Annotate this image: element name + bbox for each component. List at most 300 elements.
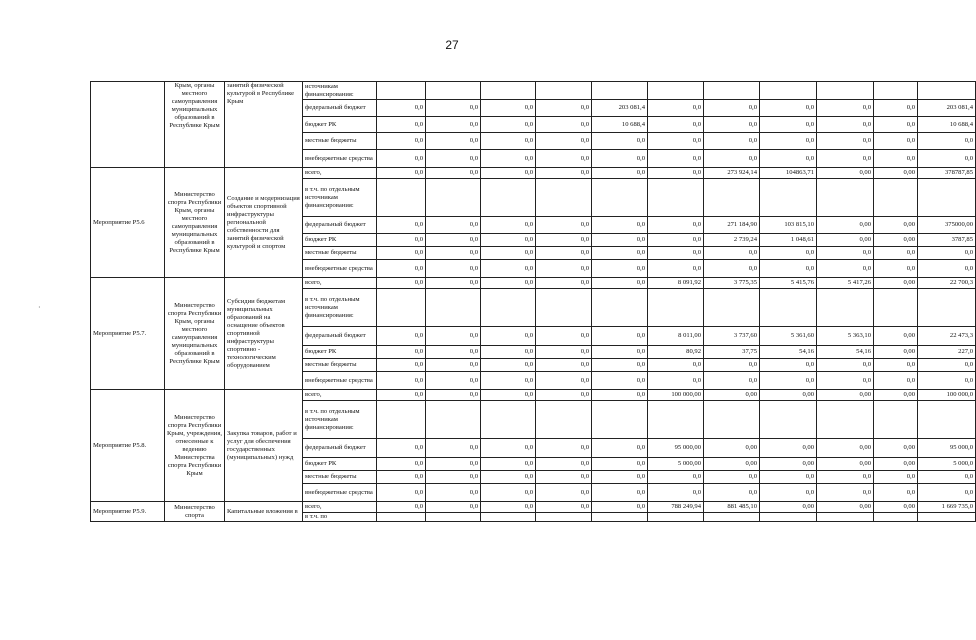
value-cell — [704, 401, 760, 439]
value-cell: 54,16 — [760, 346, 817, 359]
value-cell: 0,0 — [817, 133, 874, 150]
value-cell — [592, 513, 648, 522]
value-cell: 0,00 — [704, 439, 760, 458]
value-cell — [536, 82, 592, 100]
value-cell: 103 815,10 — [760, 217, 817, 234]
value-cell: 0,00 — [817, 217, 874, 234]
value-cell: 0,0 — [704, 247, 760, 260]
value-cell: 0,0 — [704, 260, 760, 278]
value-cell: 0,0 — [481, 247, 536, 260]
value-cell — [592, 401, 648, 439]
value-cell — [648, 513, 704, 522]
value-cell: 22 473,3 — [918, 327, 976, 346]
value-cell — [377, 179, 426, 217]
value-cell — [918, 513, 976, 522]
value-cell: 0,0 — [817, 150, 874, 168]
value-cell: 0,0 — [426, 372, 481, 390]
value-cell: 203 081,4 — [592, 100, 648, 117]
value-cell: 0,00 — [760, 390, 817, 401]
value-cell: 0,0 — [377, 471, 426, 484]
value-cell — [874, 289, 918, 327]
value-cell: 0,0 — [377, 327, 426, 346]
value-cell: 0,0 — [592, 359, 648, 372]
table-row — [91, 502, 976, 513]
value-cell — [648, 401, 704, 439]
value-cell: 0,0 — [426, 390, 481, 401]
source-cell: бюджет РК — [303, 346, 377, 359]
value-cell — [760, 289, 817, 327]
value-cell: 0,0 — [648, 247, 704, 260]
value-cell: 0,0 — [536, 390, 592, 401]
source-cell: всего, — [303, 502, 377, 513]
value-cell: 0,0 — [592, 217, 648, 234]
value-cell: 0,0 — [874, 150, 918, 168]
value-cell: 0,0 — [760, 471, 817, 484]
value-cell: 0,0 — [874, 260, 918, 278]
value-cell: 95 000,00 — [648, 439, 704, 458]
value-cell: 54,16 — [817, 346, 874, 359]
value-cell: 0,0 — [592, 471, 648, 484]
value-cell: 0,0 — [536, 217, 592, 234]
value-cell: 0,0 — [481, 439, 536, 458]
value-cell: 0,0 — [426, 439, 481, 458]
value-cell: 0,0 — [592, 260, 648, 278]
value-cell: 0,0 — [426, 260, 481, 278]
value-cell: 0,0 — [874, 372, 918, 390]
value-cell: 0,0 — [481, 471, 536, 484]
value-cell: 0,0 — [918, 372, 976, 390]
value-cell: 0,0 — [760, 372, 817, 390]
value-cell: 0,0 — [536, 150, 592, 168]
value-cell — [817, 82, 874, 100]
value-cell: 0,00 — [817, 168, 874, 179]
value-cell: 0,0 — [536, 260, 592, 278]
value-cell: 0,0 — [536, 234, 592, 247]
value-cell — [817, 179, 874, 217]
value-cell: 0,0 — [817, 359, 874, 372]
value-cell — [536, 179, 592, 217]
value-cell: 0,0 — [918, 247, 976, 260]
value-cell: 0,0 — [426, 471, 481, 484]
value-cell: 0,0 — [481, 260, 536, 278]
value-cell — [648, 82, 704, 100]
value-cell: 0,00 — [817, 458, 874, 471]
value-cell — [377, 289, 426, 327]
value-cell: 0,0 — [874, 471, 918, 484]
value-cell: 0,0 — [817, 247, 874, 260]
source-cell: в т.ч. по — [303, 513, 377, 522]
value-cell: 0,0 — [481, 168, 536, 179]
value-cell — [874, 401, 918, 439]
budget-table — [90, 81, 976, 522]
value-cell: 0,0 — [918, 150, 976, 168]
value-cell: 0,0 — [481, 100, 536, 117]
value-cell — [648, 289, 704, 327]
value-cell — [377, 401, 426, 439]
value-cell — [918, 289, 976, 327]
value-cell — [817, 289, 874, 327]
value-cell: 0,0 — [704, 372, 760, 390]
value-cell: 0,0 — [536, 168, 592, 179]
source-cell: местные бюджеты — [303, 133, 377, 150]
value-cell: 0,0 — [536, 372, 592, 390]
value-cell: 0,0 — [648, 234, 704, 247]
value-cell: 0,0 — [536, 458, 592, 471]
value-cell: 0,0 — [918, 471, 976, 484]
value-cell: 0,0 — [874, 117, 918, 133]
measure-cell: Мероприятие Р5.6 — [91, 168, 165, 278]
value-cell: 0,0 — [377, 484, 426, 502]
value-cell: 271 184,90 — [704, 217, 760, 234]
page-number: 27 — [445, 38, 459, 52]
value-cell: 0,0 — [536, 278, 592, 289]
value-cell: 5 363,10 — [817, 327, 874, 346]
value-cell: 0,00 — [874, 327, 918, 346]
value-cell: 0,0 — [536, 100, 592, 117]
value-cell: 227,0 — [918, 346, 976, 359]
value-cell — [918, 401, 976, 439]
executor-cell: Министерство спорта Республики Крым, учреждения, отнесенные к ведению Министерства спорта Республики Крым — [165, 390, 225, 502]
value-cell: 0,0 — [426, 346, 481, 359]
value-cell: 0,0 — [536, 359, 592, 372]
value-cell: 0,0 — [648, 150, 704, 168]
value-cell: 0,0 — [481, 217, 536, 234]
value-cell — [918, 82, 976, 100]
value-cell: 0,0 — [426, 168, 481, 179]
value-cell: 8 091,92 — [648, 278, 704, 289]
value-cell: 0,0 — [592, 439, 648, 458]
value-cell: 0,0 — [817, 372, 874, 390]
value-cell — [704, 289, 760, 327]
value-cell: 0,0 — [648, 260, 704, 278]
value-cell: 0,00 — [874, 217, 918, 234]
value-cell: 0,0 — [874, 247, 918, 260]
value-cell: 0,00 — [760, 439, 817, 458]
value-cell: 0,0 — [481, 327, 536, 346]
table-row — [91, 82, 976, 100]
value-cell: 0,0 — [481, 117, 536, 133]
value-cell — [760, 401, 817, 439]
value-cell: 0,0 — [704, 150, 760, 168]
table-body — [91, 82, 976, 522]
value-cell — [377, 82, 426, 100]
source-cell: источникам финансирования: — [303, 82, 377, 100]
description-cell: занятий физической культурой в Республике Крым — [225, 82, 303, 168]
value-cell: 0,0 — [426, 133, 481, 150]
value-cell: 0,0 — [648, 117, 704, 133]
value-cell — [760, 82, 817, 100]
value-cell: 0,0 — [426, 458, 481, 471]
value-cell: 0,0 — [592, 168, 648, 179]
value-cell: 0,0 — [874, 100, 918, 117]
value-cell: 0,0 — [426, 150, 481, 168]
value-cell: 0,00 — [874, 390, 918, 401]
value-cell — [648, 179, 704, 217]
value-cell: 0,0 — [481, 372, 536, 390]
value-cell: 0,0 — [918, 133, 976, 150]
value-cell: 0,0 — [918, 260, 976, 278]
value-cell: 0,0 — [481, 502, 536, 513]
source-cell: бюджет РК — [303, 458, 377, 471]
value-cell — [918, 179, 976, 217]
value-cell: 0,0 — [481, 484, 536, 502]
executor-cell: Крым, органы местного самоуправления муниципальных образований в Республике Крым — [165, 82, 225, 168]
value-cell: 0,0 — [377, 372, 426, 390]
value-cell: 5 417,26 — [817, 278, 874, 289]
value-cell: 0,0 — [377, 502, 426, 513]
value-cell: 104863,71 — [760, 168, 817, 179]
value-cell: 10 688,4 — [918, 117, 976, 133]
source-cell: внебюджетные средства — [303, 150, 377, 168]
value-cell: 0,0 — [592, 458, 648, 471]
value-cell: 3 775,35 — [704, 278, 760, 289]
value-cell: 0,0 — [817, 117, 874, 133]
source-cell: федеральный бюджет — [303, 217, 377, 234]
value-cell: 0,0 — [648, 372, 704, 390]
value-cell: 0,00 — [760, 502, 817, 513]
value-cell: 0,00 — [817, 390, 874, 401]
value-cell: 37,75 — [704, 346, 760, 359]
value-cell: 203 081,4 — [918, 100, 976, 117]
value-cell: 0,0 — [760, 133, 817, 150]
value-cell: 0,00 — [874, 278, 918, 289]
value-cell — [426, 179, 481, 217]
value-cell: 0,0 — [704, 117, 760, 133]
value-cell: 375000,00 — [918, 217, 976, 234]
table-row — [91, 390, 976, 401]
value-cell: 0,0 — [704, 359, 760, 372]
source-cell: внебюджетные средства — [303, 484, 377, 502]
value-cell: 0,0 — [481, 150, 536, 168]
executor-cell: Министерство спорта — [165, 502, 225, 522]
value-cell: 100 000,00 — [648, 390, 704, 401]
value-cell: 5 415,76 — [760, 278, 817, 289]
value-cell — [426, 82, 481, 100]
value-cell — [481, 179, 536, 217]
value-cell: 0,0 — [426, 359, 481, 372]
measure-cell: Мероприятие Р5.7. — [91, 278, 165, 390]
value-cell — [536, 289, 592, 327]
value-cell: 0,0 — [918, 359, 976, 372]
value-cell: 0,0 — [874, 133, 918, 150]
value-cell: 0,0 — [592, 247, 648, 260]
value-cell: 95 000,0 — [918, 439, 976, 458]
value-cell: 0,0 — [426, 484, 481, 502]
value-cell: 0,0 — [426, 327, 481, 346]
executor-cell: Министерство спорта Республики Крым, органы местного самоуправления муниципальных образований в Республике Крым — [165, 168, 225, 278]
source-cell: бюджет РК — [303, 234, 377, 247]
value-cell: 0,0 — [536, 484, 592, 502]
value-cell: 3787,85 — [918, 234, 976, 247]
value-cell — [874, 82, 918, 100]
value-cell: 0,0 — [592, 502, 648, 513]
value-cell: 0,0 — [704, 100, 760, 117]
value-cell: 0,00 — [817, 502, 874, 513]
value-cell: 0,0 — [481, 133, 536, 150]
value-cell: 3 737,60 — [704, 327, 760, 346]
value-cell: 0,0 — [874, 359, 918, 372]
value-cell: 0,0 — [426, 117, 481, 133]
value-cell: 0,00 — [874, 168, 918, 179]
value-cell: 0,0 — [648, 484, 704, 502]
value-cell: 0,0 — [536, 471, 592, 484]
value-cell: 0,0 — [426, 217, 481, 234]
source-cell: внебюджетные средства — [303, 260, 377, 278]
value-cell: 0,0 — [377, 439, 426, 458]
value-cell: 0,0 — [481, 359, 536, 372]
source-cell: местные бюджеты — [303, 359, 377, 372]
value-cell: 2 739,24 — [704, 234, 760, 247]
value-cell: 788 249,94 — [648, 502, 704, 513]
value-cell: 0,00 — [874, 458, 918, 471]
value-cell: 0,0 — [377, 217, 426, 234]
value-cell: 0,00 — [874, 439, 918, 458]
value-cell: 0,0 — [704, 133, 760, 150]
value-cell: 0,0 — [481, 346, 536, 359]
value-cell: 0,0 — [377, 133, 426, 150]
value-cell: 0,0 — [592, 150, 648, 168]
value-cell: 100 000,0 — [918, 390, 976, 401]
value-cell — [592, 289, 648, 327]
value-cell: 22 700,3 — [918, 278, 976, 289]
value-cell: 80,92 — [648, 346, 704, 359]
measure-cell: Мероприятие Р5.9. — [91, 502, 165, 522]
value-cell: 0,0 — [426, 100, 481, 117]
value-cell: 0,0 — [592, 278, 648, 289]
source-cell: в т.ч. по отдельным источникам финансирования: — [303, 289, 377, 327]
value-cell — [536, 513, 592, 522]
value-cell: 0,00 — [874, 234, 918, 247]
value-cell — [377, 513, 426, 522]
value-cell: 0,0 — [592, 484, 648, 502]
value-cell — [760, 179, 817, 217]
value-cell: 0,0 — [704, 471, 760, 484]
value-cell: 0,0 — [426, 234, 481, 247]
value-cell: 0,0 — [817, 471, 874, 484]
value-cell: 0,0 — [648, 471, 704, 484]
source-cell: всего, — [303, 278, 377, 289]
source-cell: в т.ч. по отдельным источникам финансирования: — [303, 401, 377, 439]
source-cell: всего, — [303, 168, 377, 179]
value-cell: 0,00 — [817, 234, 874, 247]
value-cell: 0,0 — [426, 502, 481, 513]
value-cell: 0,00 — [817, 439, 874, 458]
measure-cell: Мероприятие Р5.8. — [91, 390, 165, 502]
value-cell: 0,0 — [536, 502, 592, 513]
value-cell: 0,0 — [377, 458, 426, 471]
value-cell: 0,0 — [874, 484, 918, 502]
value-cell — [481, 82, 536, 100]
value-cell — [481, 401, 536, 439]
value-cell: 0,00 — [704, 458, 760, 471]
value-cell: 1 669 735,0 — [918, 502, 976, 513]
value-cell: 0,0 — [377, 168, 426, 179]
value-cell — [704, 179, 760, 217]
value-cell: 0,0 — [536, 327, 592, 346]
value-cell: 0,0 — [426, 278, 481, 289]
value-cell: 0,0 — [760, 260, 817, 278]
description-cell: Создание и модернизация объектов спортивной инфраструктуры региональной собственности для занятий физической культурой и спортом — [225, 168, 303, 278]
value-cell: 0,0 — [817, 484, 874, 502]
source-cell: всего, — [303, 390, 377, 401]
value-cell: 0,0 — [377, 278, 426, 289]
value-cell — [592, 82, 648, 100]
value-cell: 0,0 — [648, 359, 704, 372]
value-cell — [817, 513, 874, 522]
value-cell: 0,00 — [874, 346, 918, 359]
value-cell: 0,0 — [817, 100, 874, 117]
value-cell: 0,0 — [760, 247, 817, 260]
value-cell — [874, 513, 918, 522]
value-cell: 0,0 — [481, 278, 536, 289]
value-cell: 0,00 — [874, 502, 918, 513]
value-cell: 0,0 — [377, 359, 426, 372]
value-cell: 881 485,10 — [704, 502, 760, 513]
value-cell: 0,0 — [648, 100, 704, 117]
value-cell: 0,0 — [536, 346, 592, 359]
value-cell: 0,0 — [592, 133, 648, 150]
value-cell: 0,0 — [592, 327, 648, 346]
value-cell — [704, 513, 760, 522]
value-cell: 0,0 — [377, 100, 426, 117]
source-cell: внебюджетные средства — [303, 372, 377, 390]
value-cell: 0,0 — [481, 458, 536, 471]
value-cell — [481, 513, 536, 522]
value-cell: 0,0 — [592, 390, 648, 401]
value-cell: 0,0 — [760, 117, 817, 133]
value-cell — [426, 513, 481, 522]
source-cell: федеральный бюджет — [303, 100, 377, 117]
value-cell: 0,0 — [648, 168, 704, 179]
source-cell: федеральный бюджет — [303, 327, 377, 346]
value-cell: 0,0 — [377, 234, 426, 247]
value-cell: 0,0 — [377, 390, 426, 401]
value-cell — [481, 289, 536, 327]
value-cell: 0,0 — [536, 247, 592, 260]
value-cell: 0,0 — [377, 150, 426, 168]
value-cell: 8 011,00 — [648, 327, 704, 346]
value-cell: 0,0 — [536, 117, 592, 133]
value-cell — [817, 401, 874, 439]
value-cell — [426, 401, 481, 439]
value-cell — [704, 82, 760, 100]
value-cell: 0,0 — [648, 133, 704, 150]
table-row — [91, 278, 976, 289]
value-cell: 378787,85 — [918, 168, 976, 179]
description-cell: Закупка товаров, работ и услуг для обеспечения государственных (муниципальных) нужд — [225, 390, 303, 502]
value-cell: 0,0 — [481, 234, 536, 247]
value-cell: 0,0 — [760, 484, 817, 502]
scan-speck: · — [38, 303, 41, 312]
measure-cell — [91, 82, 165, 168]
value-cell: 0,0 — [426, 247, 481, 260]
value-cell: 1 048,61 — [760, 234, 817, 247]
source-cell: местные бюджеты — [303, 247, 377, 260]
value-cell: 0,0 — [648, 217, 704, 234]
value-cell: 10 688,4 — [592, 117, 648, 133]
value-cell: 0,0 — [592, 346, 648, 359]
value-cell: 0,0 — [918, 484, 976, 502]
source-cell: бюджет РК — [303, 117, 377, 133]
value-cell: 5 361,60 — [760, 327, 817, 346]
value-cell: 5 000,0 — [918, 458, 976, 471]
value-cell: 0,00 — [760, 458, 817, 471]
value-cell: 0,0 — [760, 150, 817, 168]
value-cell: 0,0 — [817, 260, 874, 278]
table-row — [91, 168, 976, 179]
description-cell: Субсидии бюджетам муниципальных образований на оснащение объектов спортивной инфраструктуры спортивно - технологическим оборудованием — [225, 278, 303, 390]
value-cell: 0,0 — [760, 359, 817, 372]
